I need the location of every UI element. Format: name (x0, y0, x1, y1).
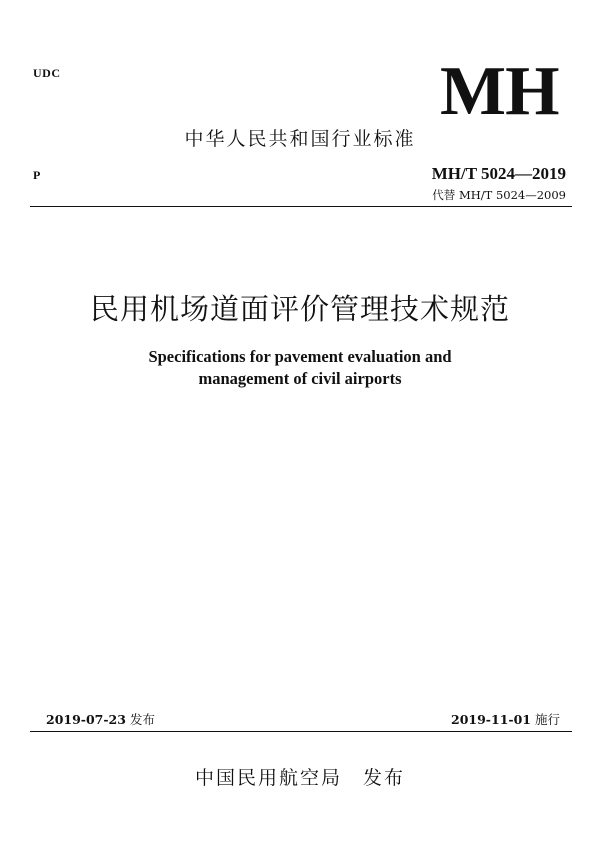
standard-code: MH/T 5024—2019 (431, 164, 566, 183)
mh-logo: MH (440, 53, 559, 130)
bottom-divider (30, 731, 572, 732)
top-divider (30, 206, 572, 207)
implementation-date: 2019-11-01 (451, 712, 531, 727)
udc-label: UDC (33, 66, 61, 80)
issuing-authority: 中国民用航空局 发布 (194, 767, 405, 789)
english-title-line-1: Specifications for pavement evaluation and (148, 347, 452, 366)
implementation-date-block (451, 710, 560, 728)
document-title-english (0, 346, 600, 390)
replaces-note: 代替 MH/T 5024—2009 (432, 188, 566, 202)
issue-label: 发布 (129, 712, 155, 727)
english-title-line-2: management of civil airports (198, 369, 402, 388)
standard-type-heading: 中华人民共和国行业标准 (184, 128, 416, 150)
category-code: P (33, 168, 41, 182)
issue-date-block (46, 710, 155, 728)
document-title-chinese: 民用机场道面评价管理技术规范 (89, 292, 510, 326)
implementation-label: 施行 (534, 712, 560, 727)
issue-date: 2019-07-23 (46, 712, 126, 727)
